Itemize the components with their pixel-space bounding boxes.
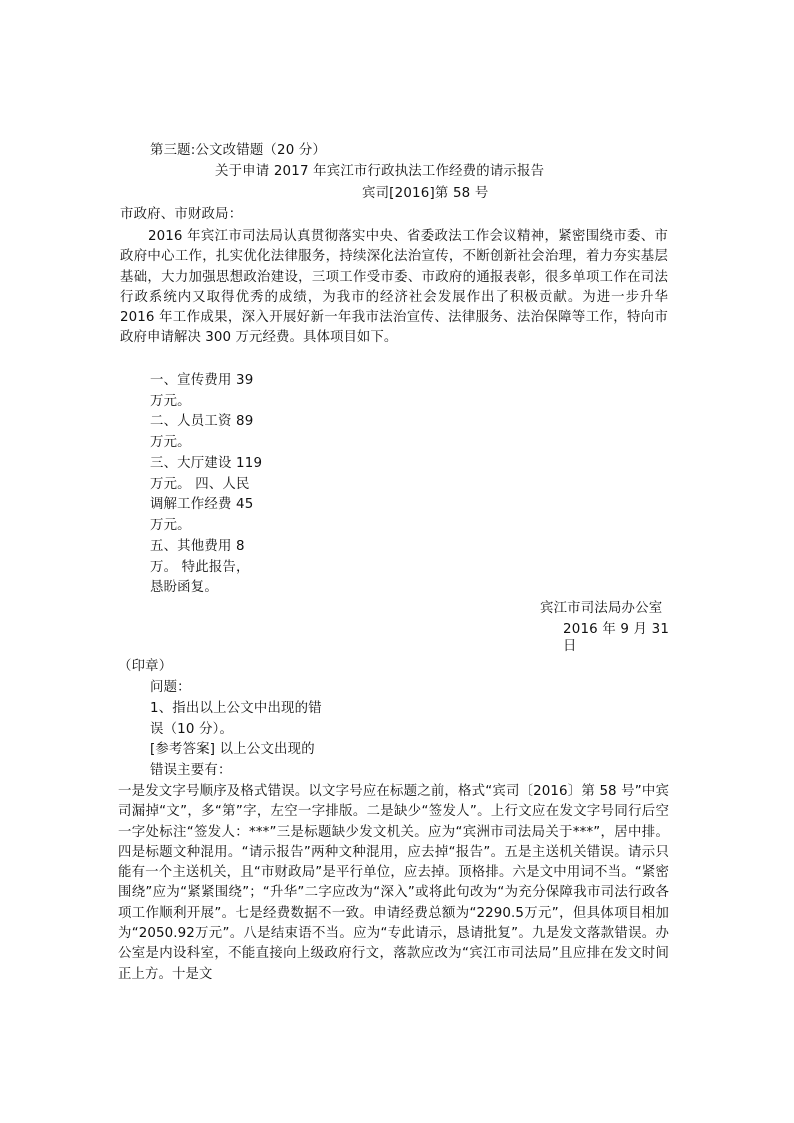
question-label: 问题： [150,680,191,695]
item-line: 三、大厅建设 119 [150,456,263,471]
signature-date: 2016 年 9 月 31 [563,622,670,637]
item-line: 一、宣传费用 39 [150,373,254,388]
item-line: 调解工作经费 45 [150,497,254,512]
item-line: 万元。 四、人民 [150,477,250,492]
question-heading: 第三题:公文改错题（20 分） [150,143,327,158]
seal-note: （印章） [118,659,173,674]
question-text: 误（10 分）。 [150,722,234,737]
document-number: 宾司[2016]第 58 号 [362,186,489,201]
signature-date-day: 日 [563,639,577,654]
item-line: 万元。 [150,518,191,533]
question-text: 1、指出以上公文中出现的错 [150,701,322,716]
item-line: 万元。 [150,435,191,450]
item-line: 五、其他费用 8 [150,539,245,554]
item-line: 恳盼函复。 [150,580,218,595]
answer-label: [参考答案] 以上公文出现的 [150,742,315,757]
recipients: 市政府、市财政局： [120,207,243,222]
item-line: 万元。 [150,394,191,409]
answer-intro: 错误主要有： [150,763,232,778]
item-line: 万。 特此报告， [150,560,250,575]
document-title: 关于申请 2017 年宾江市行政执法工作经费的请示报告 [215,164,545,179]
item-line: 二、人员工资 89 [150,414,254,429]
signature-org: 宾江市司法局办公室 [540,601,663,616]
body-paragraph: 2016 年宾江市司法局认真贯彻落实中央、省委政法工作会议精神，紧密围绕市委、市政府中心工作，扎实优化法律服务，持续深化法治宣传，不断创新社会治理，着力夯实基层基础，大力加强思想政治建设，三项工作受市委、市政府的通报表彰，很多单项工作在司法行政系统内又取得优秀的成绩，为我市的经济社会发展作出了积极贡献。为进一步升华 2016 年工作成果，深入开展好新一年我市法治宣传、法律服务、法治保障等工作，特向市政府申请解决 300 万元经费。具体项目如下。 [120,229,668,346]
answer-body: 一是发文字号顺序及格式错误。以文字号应在标题之前，格式“宾司〔2016〕第 58 号”中宾司漏掉“文”，多“第”字，左空一字排版。二是缺少“签发人”。上行文应在发文字号同行后空一字处标注“签发人：***”三是标题缺少发文机关。应为“宾洲市司法局关于***”，居中排。四是标题文种混用。“请示报告”两种文种混用，应去掉“报告”。五是主送机关错误。请示只能有一个主送机关，且“市财政局”是平行单位，应去掉。顶格排。六是文中用词不当。“紧密围绕”应为“紧紧围绕”；“升华”二字应改为“深入”或将此句改为“为充分保障我市司法行政各项工作顺利开展”。七是经费数据不一致。申请经费总额为“2290.5万元”，但具体项目相加为“2050.92万元”。八是结束语不当。应为“专此请示，恳请批复”。九是发文落款错误。办公室是内设科室，不能直接向上级政府行文，落款应改为“宾江市司法局”且应排在发文时间正上方。十是文 [118,784,669,982]
